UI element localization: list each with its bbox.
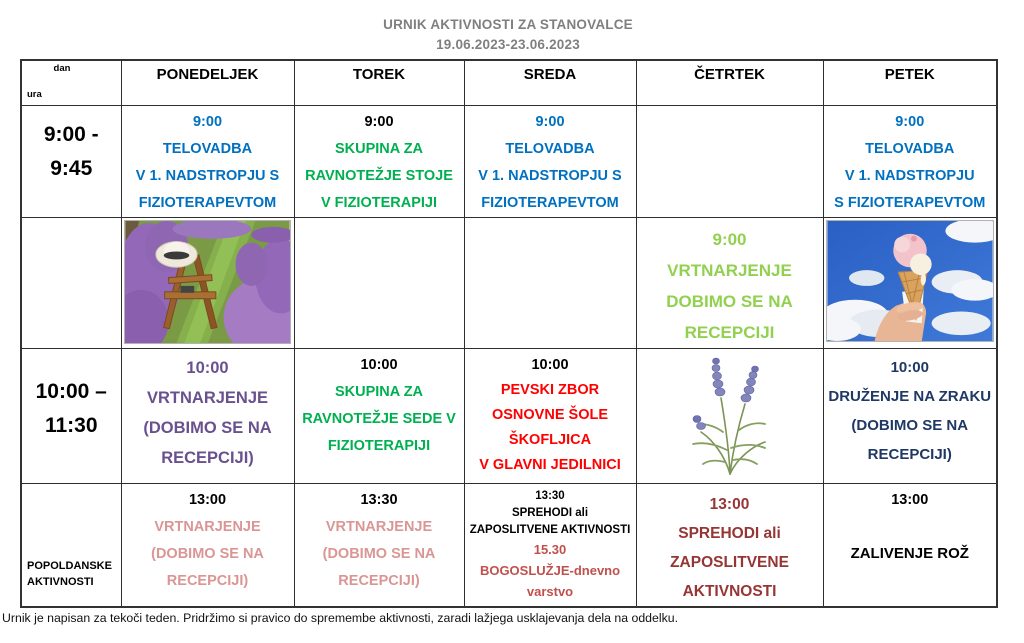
activity-time: 13:00 (891, 491, 929, 508)
corner-cell-day-hour (21, 60, 121, 105)
activity-line: VRTNARJENJE (667, 260, 792, 280)
afternoon-row-label-cell (21, 483, 121, 607)
activity-line: ŠKOFLJICA (508, 431, 592, 448)
activity-line: TELOVADBA (162, 140, 253, 157)
activity-line: FIZIOTERAPIJI (327, 437, 431, 454)
activity-line: RAVNOTEŽJE SEDE V (302, 410, 456, 427)
time-line: 11:30 (44, 413, 98, 437)
activity-line: V GLAVNI JEDILNICI (479, 456, 621, 473)
cell-late-morning-tuesday (294, 348, 464, 483)
activity-line: ZAPOSLITVENE (670, 553, 789, 571)
cell-late-morning-friday (823, 348, 997, 483)
activity-line: (DOBIMO SE NA (143, 418, 272, 437)
lavender-field-photo (124, 220, 291, 344)
white-hat (156, 241, 197, 267)
day-header-tuesday: TOREK (294, 60, 464, 105)
cell-late-morning-wednesday (464, 348, 636, 483)
cell-midmorning-thursday (636, 217, 823, 348)
activity-time: 9:00 (712, 229, 747, 249)
activity-line: ZAPOSLITVENE AKTIVNOSTI (469, 523, 631, 536)
cell-midmorning-tuesday-empty (294, 217, 464, 348)
cell-late-morning-thursday-image (636, 348, 823, 483)
row-afternoon (21, 483, 997, 607)
activity-line: VRTNARJENJE (325, 518, 433, 535)
activity-line: SKUPINA ZA (334, 140, 424, 157)
lavender-sprig-illustration (671, 352, 789, 478)
activity-line: SPREHODI ali (678, 524, 781, 542)
activity-time: 13:00 (709, 495, 750, 513)
cell-afternoon-tuesday (294, 483, 464, 607)
corner-label-day: dan (53, 63, 71, 74)
day-header-monday: PONEDELJEK (121, 60, 294, 105)
activity-line: PEVSKI ZBOR (500, 381, 600, 398)
activity-time: 9:00 (535, 113, 565, 130)
activity-line: DRUŽENJE NA ZRAKU (828, 387, 992, 405)
time-line: 9:45 (50, 156, 93, 180)
activity-time: 10:00 (531, 356, 569, 373)
activity-line: (DOBIMO SE NA (151, 545, 264, 562)
activity-line: varstvo (526, 583, 574, 599)
activity-line: DOBIMO SE NA (666, 291, 793, 311)
activity-line: V 1. NADSTROPJU (844, 167, 975, 184)
cell-morning-monday (121, 105, 294, 217)
activity-line: SKUPINA ZA (334, 383, 424, 400)
cell-morning-thursday-empty (636, 105, 823, 217)
activity-line: (DOBIMO SE NA (851, 416, 969, 434)
page-title: URNIK AKTIVNOSTI ZA STANOVALCE (383, 17, 633, 32)
activity-line: AKTIVNOSTI (682, 582, 777, 600)
lavender-flowers (693, 358, 759, 430)
activity-time: 9:00 (364, 113, 394, 130)
date-range: 19.06.2023-23.06.2023 (436, 37, 580, 52)
header-row (21, 60, 997, 105)
row-late-morning (21, 348, 997, 483)
cell-afternoon-wednesday (464, 483, 636, 607)
activity-time: 10:00 (890, 358, 929, 376)
activity-line: RECEPCIJI (684, 322, 775, 342)
corner-label-hour: ura (27, 88, 42, 100)
cell-morning-friday (823, 105, 997, 217)
cell-afternoon-thursday (636, 483, 823, 607)
day-header-friday: PETEK (823, 60, 997, 105)
activity-line: TELOVADBA (505, 140, 595, 157)
activity-line: ZALIVENJE ROŽ (850, 544, 969, 562)
activity-line: FIZIOTERAPEVTOM (138, 194, 277, 211)
day-header-thursday: ČETRTEK (636, 60, 823, 105)
activity-time: 10:00 (186, 358, 229, 377)
activity-time: 13:30 (360, 491, 398, 508)
activity-line: OSNOVNE ŠOLE (491, 406, 609, 423)
activity-line: VRTNARJENJE (154, 518, 261, 535)
cell-morning-wednesday (464, 105, 636, 217)
activity-line: BOGOSLUŽJE-dnevno (479, 562, 621, 578)
row-morning (21, 105, 997, 217)
cell-afternoon-monday (121, 483, 294, 607)
activity-line: RECEPCIJI) (161, 448, 254, 467)
activity-time: 13:30 (535, 489, 565, 502)
activity-line: (DOBIMO SE NA (322, 545, 436, 562)
activity-line: S FIZIOTERAPEVTOM (834, 194, 986, 211)
ice-cream-photo (826, 220, 994, 342)
title-block (0, 15, 1016, 55)
activity-line: FIZIOTERAPEVTOM (481, 194, 619, 211)
activity-time: 10:00 (360, 356, 398, 373)
activity-line: RAVNOTEŽJE STOJE (305, 167, 453, 184)
activity-time: 13:00 (188, 491, 227, 508)
activity-line: RECEPCIJI) (338, 572, 420, 589)
schedule-table (20, 59, 998, 608)
cell-midmorning-friday-photo (823, 217, 997, 348)
activity-line: RECEPCIJI) (166, 572, 249, 589)
activity-time: 9:00 (895, 113, 925, 130)
activity-line: V 1. NADSTROPJU S (478, 167, 622, 184)
cell-midmorning-wednesday-empty (464, 217, 636, 348)
activity-line: TELOVADBA (865, 140, 955, 157)
row-midmorning (21, 217, 997, 348)
activity-line: V FIZIOTERAPIJI (320, 194, 437, 211)
cell-midmorning-time-empty (21, 217, 121, 348)
time-slot-late-morning (21, 348, 121, 483)
time-line: 9:00 - (43, 122, 99, 146)
activity-line: V 1. NADSTROPJU S (135, 167, 280, 184)
activity-line: RECEPCIJI) (867, 445, 952, 463)
cell-afternoon-friday (823, 483, 997, 607)
cell-late-morning-monday (121, 348, 294, 483)
activity-line: SPREHODI ali (511, 506, 589, 519)
activity-line: VRTNARJENJE (146, 388, 269, 407)
day-header-wednesday: SREDA (464, 60, 636, 105)
activity-time: 15.30 (533, 541, 567, 557)
afternoon-row-label: POPOLDANSKE AKTIVNOSTI (27, 560, 112, 588)
footnote: Urnik je napisan za tekoči teden. Pridržimo si pravico do spremembe aktivnosti, zaradi lažjega usklajevanja dela na oddelku. (2, 611, 678, 625)
time-line: 10:00 – (35, 379, 107, 403)
cell-morning-tuesday (294, 105, 464, 217)
activity-time: 9:00 (192, 113, 223, 130)
cell-midmorning-monday-photo (121, 217, 294, 348)
time-slot-morning (21, 105, 121, 217)
